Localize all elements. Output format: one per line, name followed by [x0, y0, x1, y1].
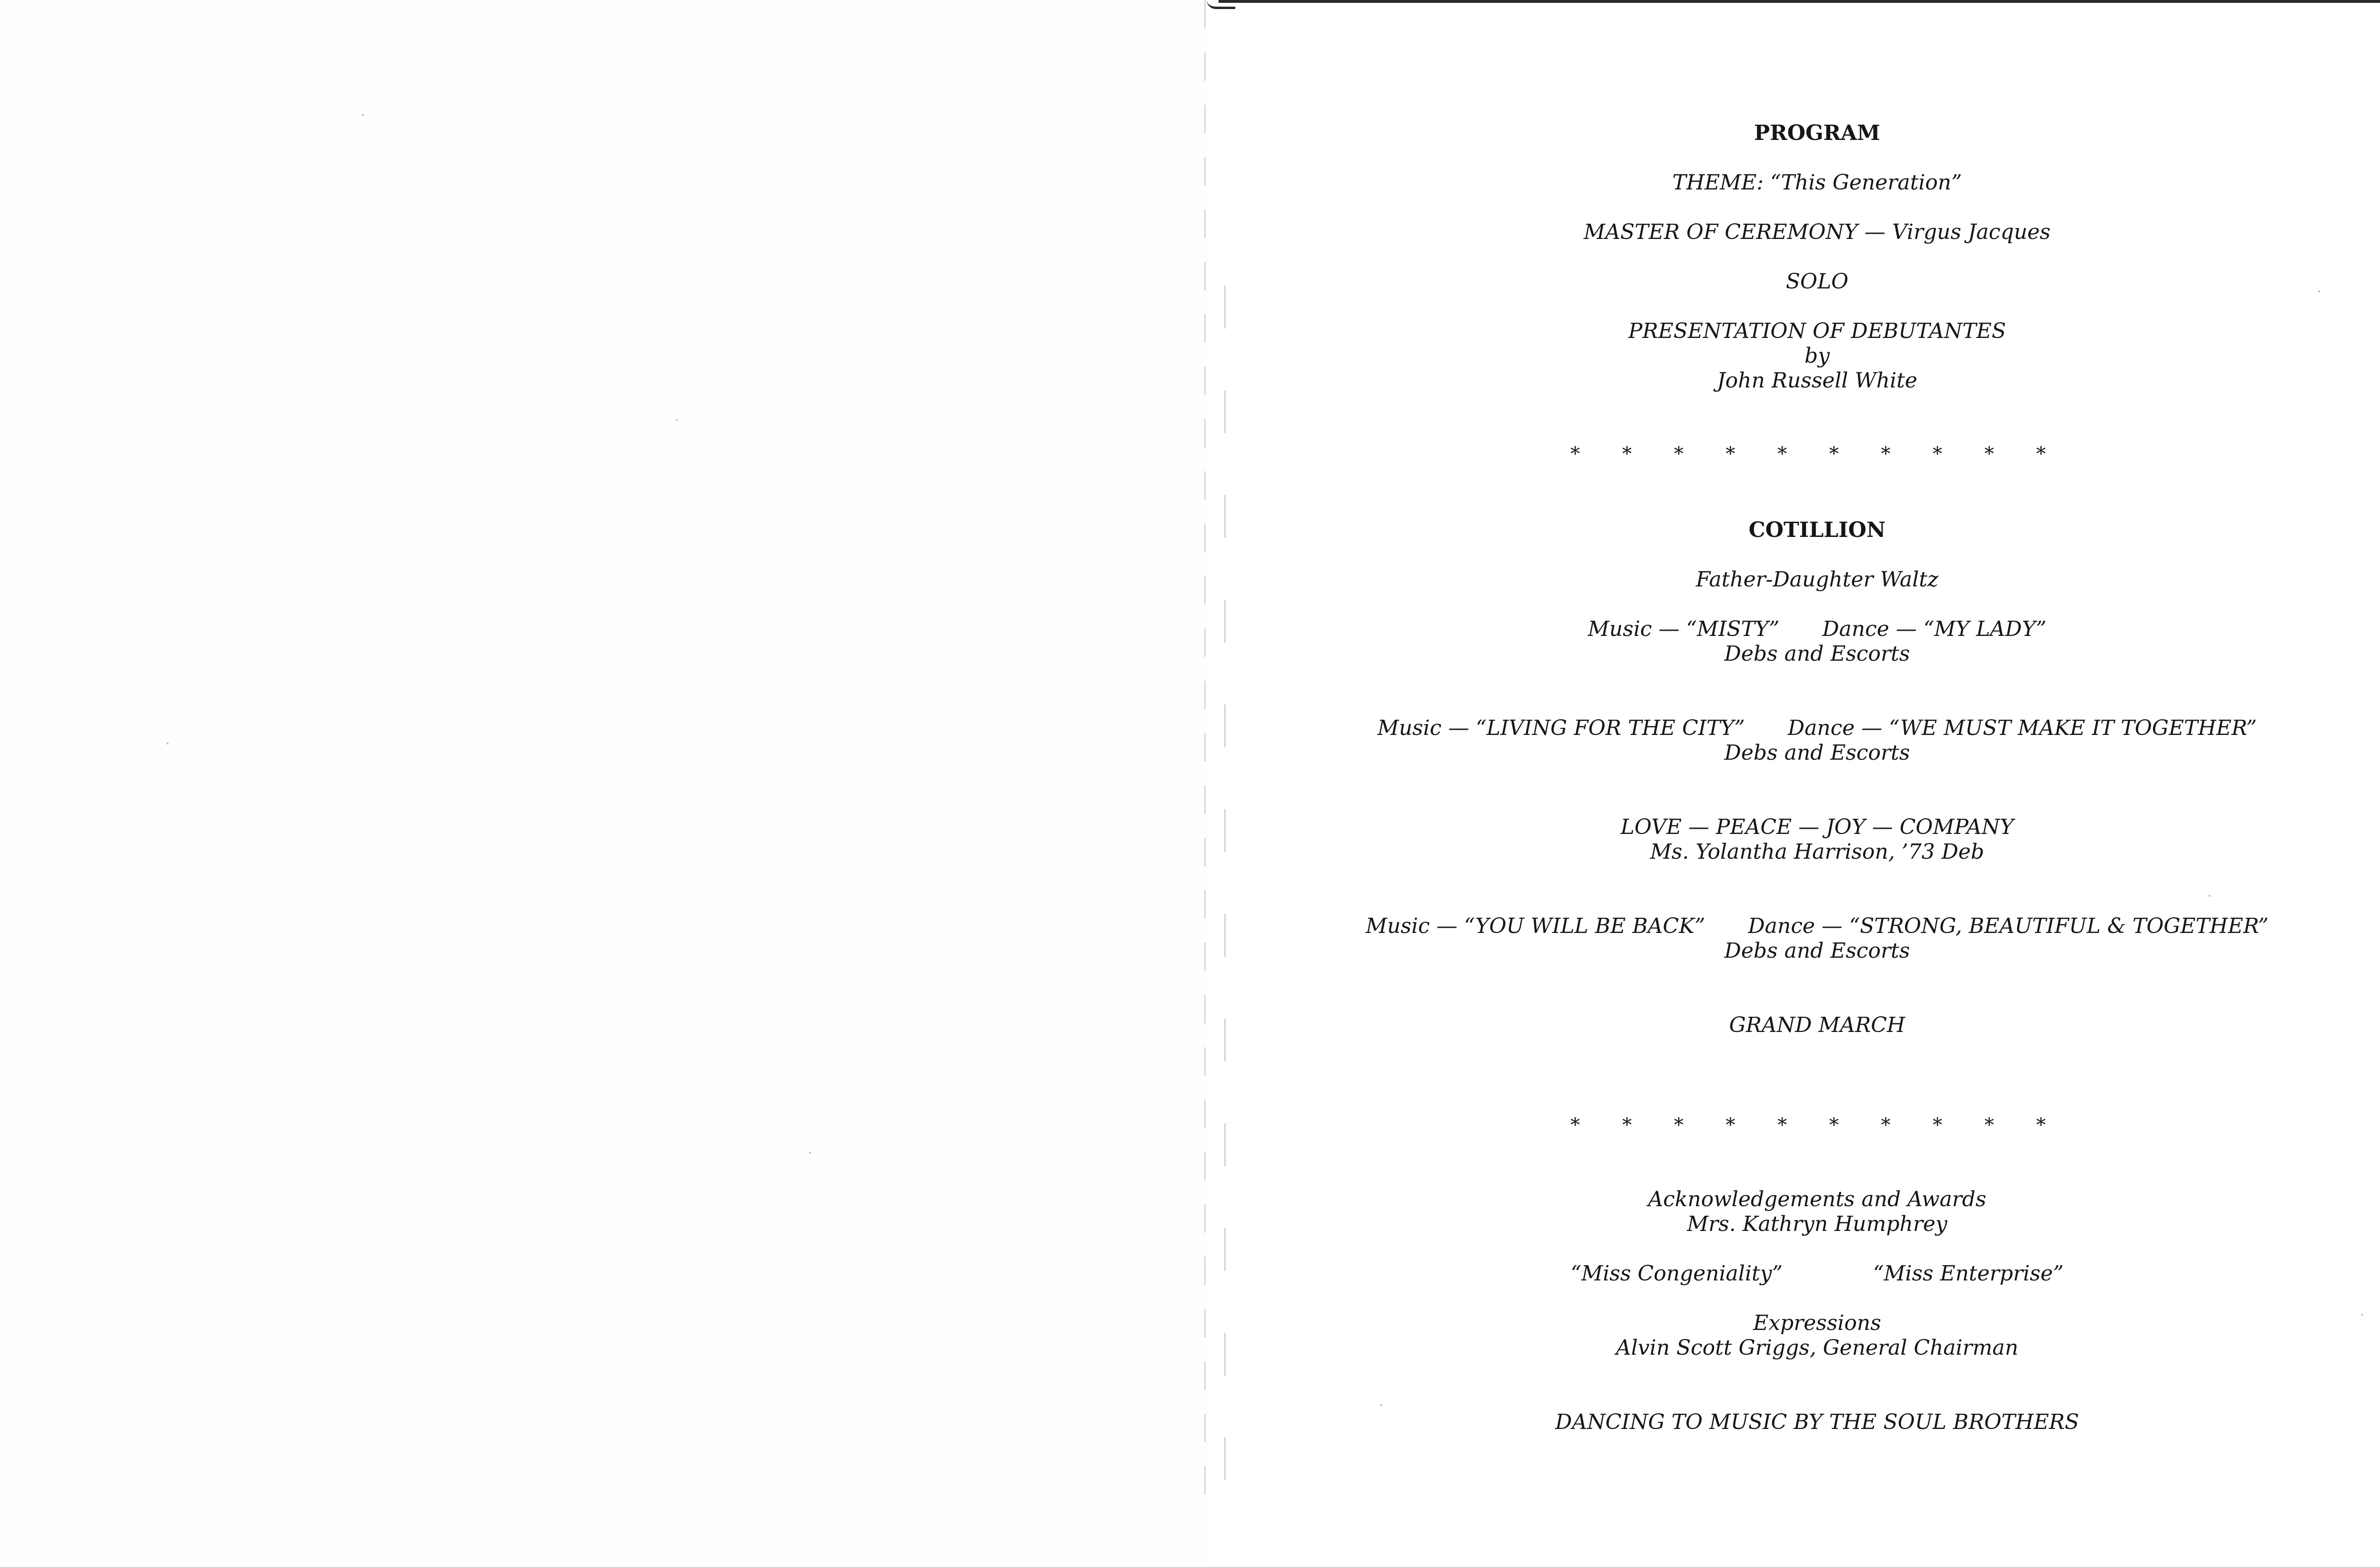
expressions: Expressions — [1753, 1311, 1881, 1335]
master-of-ceremony: MASTER OF CEREMONY — Virgus Jacques — [1584, 220, 2051, 244]
dancing-music: DANCING TO MUSIC BY THE SOUL BROTHERS — [1555, 1410, 2079, 1434]
award-miss-congeniality: “Miss Congeniality” — [1570, 1261, 1783, 1286]
expressions-by: Alvin Scott Griggs, General Chairman — [1616, 1336, 2019, 1360]
special-performance: LOVE — PEACE — JOY — COMPANY — [1620, 815, 2014, 839]
dance-3-dance: Dance — “STRONG, BEAUTIFUL & TOGETHER” — [1748, 914, 2269, 938]
presentation-of-debutantes: PRESENTATION OF DEBUTANTES — [1628, 319, 2006, 343]
program-heading: PROGRAM — [1754, 121, 1880, 145]
paper-speck — [1380, 1404, 1382, 1406]
section-divider: * * * * * * * * * * — [1570, 1114, 2064, 1136]
presentation-by: by — [1804, 344, 1830, 368]
paper-speck — [362, 114, 364, 116]
special-performer: Ms. Yolantha Harrison, ’73 Deb — [1650, 840, 1984, 864]
dance-2-music: Music — “LIVING FOR THE CITY” — [1377, 716, 1745, 740]
awards — [1207, 1261, 2380, 1286]
page-top-edge — [1219, 0, 2380, 3]
program-theme: THEME: “This Generation” — [1672, 170, 1962, 195]
cotillion-heading: COTILLION — [1748, 518, 1886, 542]
dance-1-performers: Debs and Escorts — [1724, 642, 1910, 666]
section-divider: * * * * * * * * * * — [1570, 443, 2064, 465]
dance-2-dance: Dance — “WE MUST MAKE IT TOGETHER” — [1787, 716, 2257, 740]
award-miss-enterprise: “Miss Enterprise” — [1873, 1261, 2064, 1286]
dance-1 — [1207, 617, 2380, 642]
dance-2 — [1207, 716, 2380, 741]
paper-speck — [676, 419, 678, 421]
dance-3 — [1207, 914, 2380, 939]
dance-1-music: Music — “MISTY” — [1587, 617, 1780, 641]
solo: SOLO — [1785, 269, 1849, 294]
page-fold — [1204, 0, 1206, 1509]
acknowledgements-by: Mrs. Kathryn Humphrey — [1687, 1212, 1947, 1236]
paper-speck — [809, 1152, 811, 1154]
dance-1-dance: Dance — “MY LADY” — [1822, 617, 2047, 641]
paper-speck — [167, 743, 169, 744]
dance-3-performers: Debs and Escorts — [1724, 939, 1910, 963]
dance-2-performers: Debs and Escorts — [1724, 741, 1910, 765]
paper-speck — [2209, 895, 2211, 897]
grand-march: GRAND MARCH — [1729, 1013, 1905, 1037]
dance-3-music: Music — “YOU WILL BE BACK” — [1366, 914, 1706, 938]
page-corner-curl — [1207, 0, 1235, 9]
father-daughter-waltz: Father-Daughter Waltz — [1696, 567, 1939, 592]
acknowledgements: Acknowledgements and Awards — [1648, 1187, 1986, 1211]
presenter-name: John Russell White — [1717, 368, 1917, 393]
